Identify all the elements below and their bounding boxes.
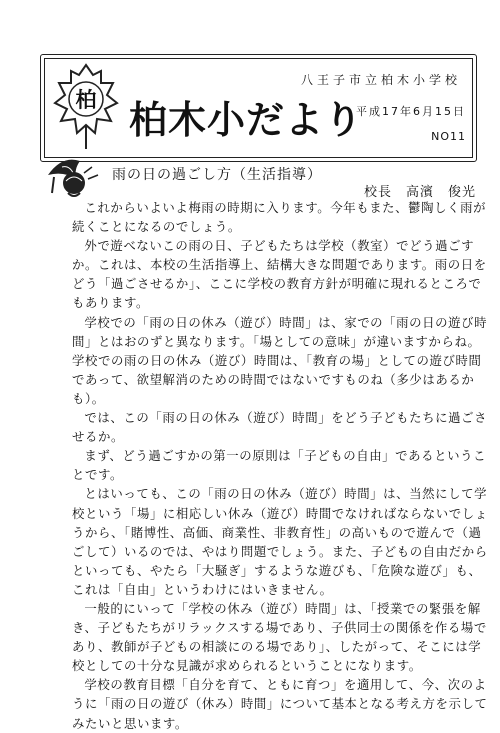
paragraph: まず、どう過ごすかの第一の原則は「子どもの自由」であるということです。: [72, 448, 487, 483]
author-line: 校長 高濱 俊光: [363, 185, 476, 200]
paragraph: では、この「雨の日の休み（遊び）時間」をどう子どもたちに過ごさせるか。: [72, 410, 488, 445]
school-name: 八王子市立柏木小学校: [301, 73, 462, 87]
masthead: [40, 54, 477, 162]
section-heading: 雨の日の過ごし方（生活指導）: [112, 167, 322, 183]
paragraph: 学校での「雨の日の休み（遊び）時間」は、家での「雨の日の遊び時間」とはおのずと異なります。「場としての意味」が違いますからね。学校での雨の日の休み（遊び）時間は、「教育の場」としての遊び時間であって、欲望解消のための時間ではないですものね（多少はあるかも）。: [72, 314, 488, 406]
issue-date: 平成17年6月15日: [356, 105, 466, 118]
paragraph: とはいっても、この「雨の日の休み（遊び）時間」は、当然にして学校という「場」に相応しい休み（遊び）時間でなければならないでしょうから、「賭博性、高価、商業性、非教育性」の高いもので遊んで（過ごして）いるのでは、やはり問題でしょう。また、子どもの自由だからといっても、やたら「大騒ぎ」するような遊びも、「危険な遊び」も、これは「自由」というわけにはいきません。: [72, 486, 488, 597]
article-body: [72, 198, 488, 733]
paragraph: 学校の教育目標「自分を育て、ともに育つ」を適用して、今、次のように「雨の日の遊び（休み）時間」について基本となる考え方を示してみたいと思います。: [72, 677, 488, 731]
paragraph: 外で遊べないこの雨の日、子どもたちは学校（教室）でどう過ごすか。これは、本校の生活指導上、結構大きな問題であります。雨の日をどう「過ごさせるか」、ここに学校の教育方針が明確に現れるところでもあります。: [72, 238, 487, 311]
newsletter-title: 柏木小だより: [129, 98, 364, 142]
issue-number: NO11: [431, 130, 466, 143]
svg-text:柏: 柏: [75, 88, 97, 112]
paragraph: 一般的にいって「学校の休み（遊び）時間」は、「授業での緊張を解き、子どもたちがリラックスする場であり、子供同士の関係を作る場であり、教師が子どもの相談にのる場であり」、したがって、そこには学校としての十分な見識が求められるということになります。: [72, 600, 487, 674]
umbrella-icon: [44, 153, 102, 201]
paragraph: これからいよいよ梅雨の時期に入ります。今年もまた、鬱陶しく雨が続くことになるのでしょう。: [72, 200, 487, 235]
school-emblem-icon: [51, 61, 121, 155]
